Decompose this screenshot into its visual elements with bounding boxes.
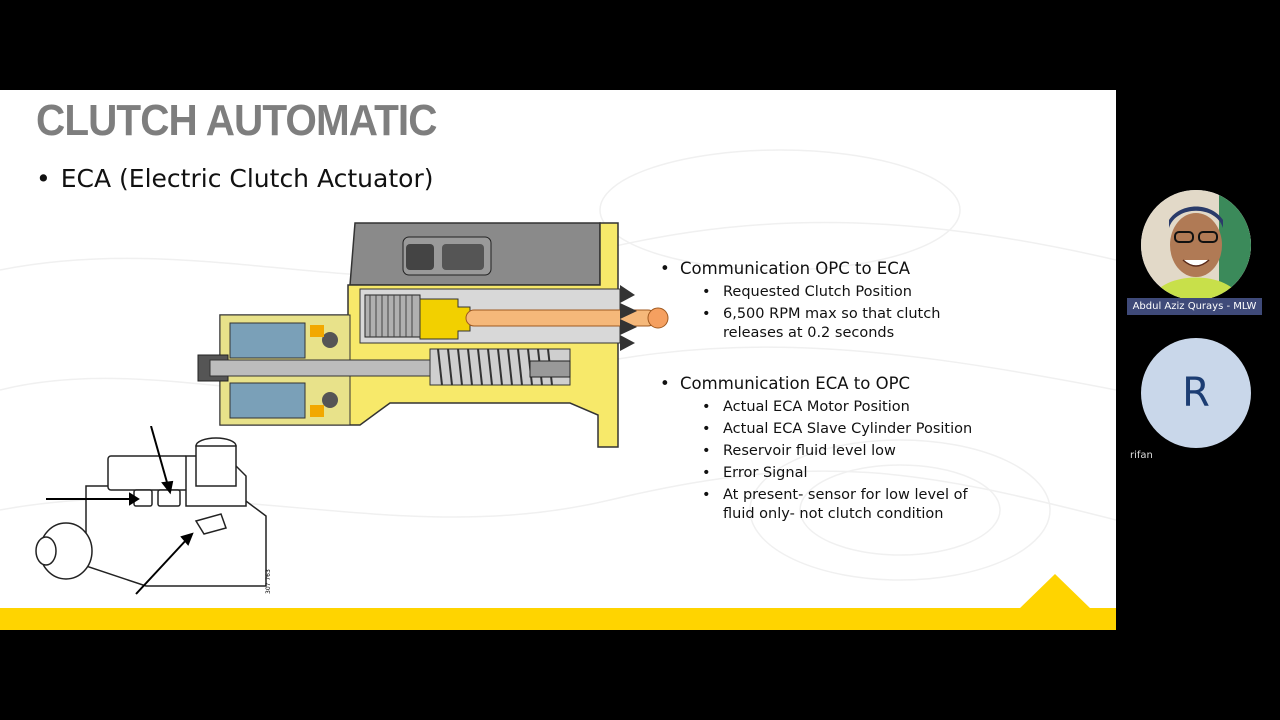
- presentation-slide: [0, 90, 1116, 630]
- participant-initial: R: [1182, 370, 1210, 416]
- participant-video-tile[interactable]: [1141, 190, 1251, 300]
- section-eca-to-opc: [660, 373, 1090, 524]
- section-heading: • Communication OPC to ECA: [660, 259, 911, 278]
- bullet-text-column: [660, 258, 1090, 554]
- participant-avatar: [1141, 190, 1251, 300]
- participant-avatar-tile[interactable]: [1141, 338, 1251, 448]
- section-heading: • Communication ECA to OPC: [660, 374, 911, 393]
- diagram-reference-number: 307 763: [265, 569, 272, 594]
- slide-title: CLUTCH AUTOMATIC: [36, 96, 437, 145]
- participant-name-label: Abdul Aziz Qurays - MLW: [1127, 298, 1262, 315]
- list-item: • 6,500 RPM max so that clutch releases at 0.2 seconds: [702, 306, 941, 341]
- subheading-text: ECA (Electric Clutch Actuator): [60, 164, 434, 193]
- list-item: • Reservoir fluid level low: [702, 443, 896, 459]
- corner-triangle-decoration: [1018, 574, 1092, 610]
- list-item: • Actual ECA Slave Cylinder Position: [702, 421, 973, 437]
- list-item: • Error Signal: [702, 465, 808, 481]
- eca-cutaway-diagram: [190, 215, 680, 450]
- list-item: • Requested Clutch Position: [702, 284, 912, 300]
- slide-subheading: • ECA (Electric Clutch Actuator): [36, 164, 434, 193]
- participant-name-label: rifan: [1130, 450, 1153, 461]
- list-item: • At present- sensor for low level of fluid only- not clutch condition: [702, 487, 968, 522]
- eca-isometric-illustration: [26, 426, 276, 601]
- footer-yellow-band: [0, 608, 1116, 630]
- section-opc-to-eca: [660, 258, 1090, 343]
- list-item: • Actual ECA Motor Position: [702, 399, 910, 415]
